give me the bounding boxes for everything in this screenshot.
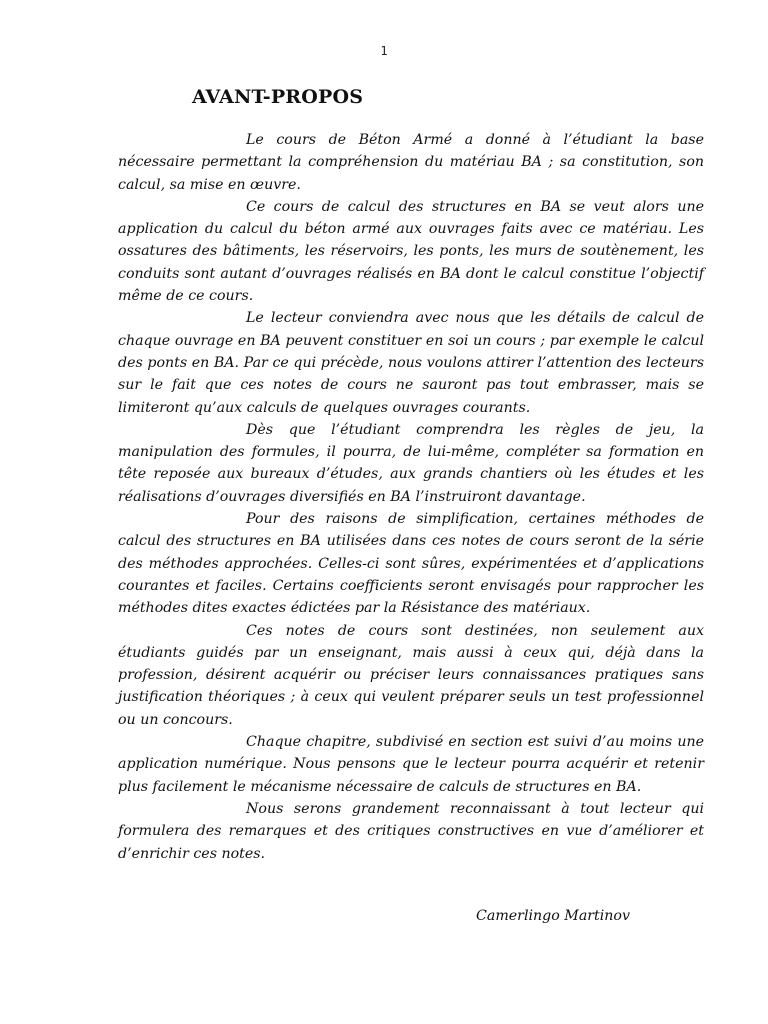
paragraph: Ces notes de cours sont destinées, non seulement aux étudiants guidés par un enseignant, mais aussi à ceux qui, déjà dans la profession, désirent acquérir ou préciser leurs connaissances pratiques sans justification théoriques ; à ceux qui veulent préparer seuls un test professionnel ou un concours. <box>118 622 704 728</box>
foreword-body <box>118 129 704 865</box>
paragraph: Le lecteur conviendra avec nous que les détails de calcul de chaque ouvrage en BA peuvent constituer en soi un cours ; par exemple le calcul des ponts en BA. Par ce qui précède, nous voulons attirer l’attention des lecteurs sur le fait que ces notes de cours ne sauront pas tout embrasser, mais se limiteront qu’aux calculs de quelques ouvrages courants. <box>118 310 704 416</box>
author-signature: Camerlingo Martinov <box>476 908 630 924</box>
paragraph: Dès que l’étudiant comprendra les règles de jeu, la manipulation des formules, il pourra, de lui-même, compléter sa formation en tête reposée aux bureaux d’études, aux grands chantiers où les études et les réalisations d’ouvrages diversifiés en BA l’instruiront davantage. <box>118 421 704 505</box>
paragraph: Pour des raisons de simplification, certaines méthodes de calcul des structures en BA utilisées dans ces notes de cours seront de la série des méthodes approchées. Celles-ci sont sûres, expérimentées et d’applications courantes et faciles. Certains coefficients seront envisagés pour rapprocher les méthodes dites exactes édictées par la Résistance des matériaux. <box>118 511 704 617</box>
paragraph: Chaque chapitre, subdivisé en section est suivi d’au moins une application numérique. Nous pensons que le lecteur pourra acquérir et retenir plus facilement le mécanisme nécessaire de calculs de structures en BA. <box>118 734 704 795</box>
paragraph: Le cours de Béton Armé a donné à l’étudiant la base nécessaire permettant la compréhension du matériau BA ; sa constitution, son calcul, sa mise en œuvre. <box>118 132 704 193</box>
paragraph: Ce cours de calcul des structures en BA se veut alors une application du calcul du béton armé aux ouvrages faits avec ce matériau. Les ossatures des bâtiments, les réservoirs, les ponts, les murs de soutènement, les conduits sont autant d’ouvrages réalisés en BA dont le calcul constitue l’objectif même de ce cours. <box>118 198 704 305</box>
page-title: AVANT-PROPOS <box>192 86 364 108</box>
paragraph: Nous serons grandement reconnaissant à tout lecteur qui formulera des remarques et des critiques constructives en vue d’améliorer et d’enrichir ces notes. <box>118 800 704 862</box>
page-number: 1 <box>380 44 388 58</box>
